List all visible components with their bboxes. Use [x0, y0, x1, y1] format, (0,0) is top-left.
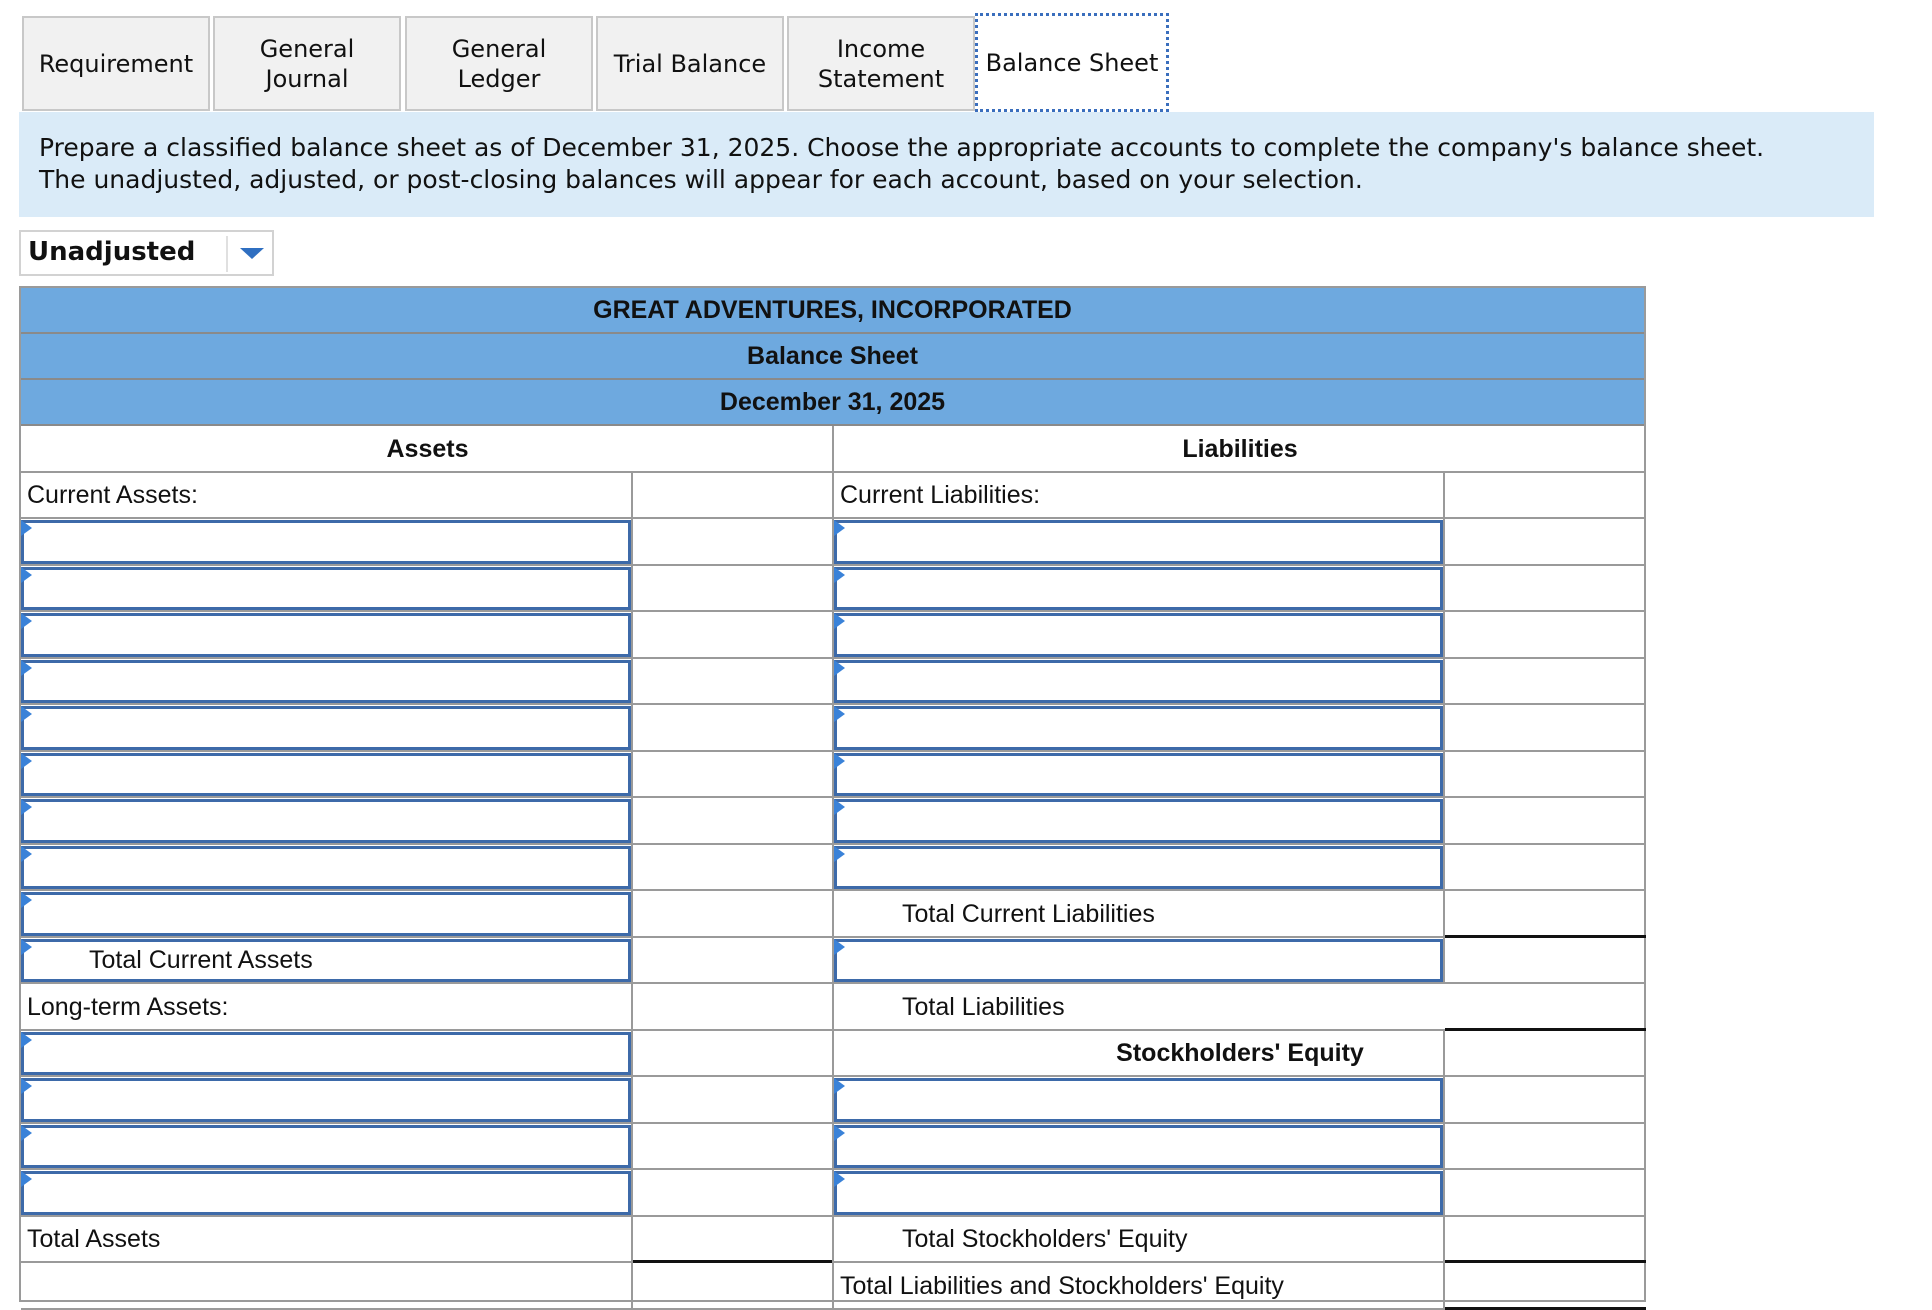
- total-assets-label: Total Assets: [27, 1225, 161, 1254]
- statement-date: December 31, 2025: [21, 380, 1644, 426]
- liability-account-input[interactable]: [834, 520, 1443, 564]
- tab-income-statement[interactable]: [787, 16, 975, 111]
- asset-amount-cell[interactable]: [633, 891, 832, 938]
- long-term-asset-amount[interactable]: [633, 1031, 832, 1078]
- asset-amount-cell[interactable]: [633, 752, 832, 799]
- equity-amount-cell[interactable]: [1445, 1170, 1646, 1217]
- long-term-asset-input[interactable]: [21, 1078, 631, 1122]
- total-assets-amount[interactable]: [633, 1217, 832, 1264]
- select-divider: [226, 236, 228, 272]
- asset-account-input[interactable]: [21, 613, 631, 657]
- liability-amount-cell[interactable]: [1445, 938, 1646, 985]
- long-term-asset-input[interactable]: [21, 1032, 631, 1076]
- asset-amount-cell[interactable]: [633, 566, 832, 613]
- liability-account-input[interactable]: [834, 706, 1443, 750]
- chevron-down-icon: [239, 232, 265, 274]
- total-liabilities-equity-amount[interactable]: [1445, 1263, 1646, 1310]
- liability-amount-cell[interactable]: [1445, 845, 1646, 892]
- equity-account-input[interactable]: [834, 1078, 1443, 1122]
- tab-label: Income Statement: [817, 34, 945, 93]
- total-liabilities-label: Total Liabilities: [902, 992, 1065, 1021]
- liability-account-input[interactable]: [834, 660, 1443, 704]
- asset-amount-cell[interactable]: [633, 938, 832, 985]
- asset-account-input[interactable]: [21, 892, 631, 936]
- tab-general-ledger[interactable]: [405, 16, 593, 111]
- stockholders-equity-header: Stockholders' Equity: [1116, 1039, 1364, 1068]
- long-term-asset-amount[interactable]: [633, 1170, 832, 1217]
- long-term-assets-label: Long-term Assets:: [27, 992, 229, 1021]
- asset-amount-cell[interactable]: [633, 845, 832, 892]
- amount-divider: [631, 984, 633, 1031]
- tab-label: General Ledger: [451, 34, 547, 93]
- total-stockholders-equity-label: Total Stockholders' Equity: [902, 1225, 1188, 1254]
- current-liabilities-label: Current Liabilities:: [840, 481, 1041, 510]
- total-liabilities-equity-label: Total Liabilities and Stockholders' Equity: [840, 1271, 1284, 1300]
- asset-account-input[interactable]: [21, 660, 631, 704]
- equity-account-input[interactable]: [834, 1171, 1443, 1215]
- assets-header: Assets: [386, 434, 469, 463]
- instructions-line-2: The unadjusted, adjusted, or post-closing balances will appear for each account, based on your selection.: [39, 165, 1363, 194]
- company-name: GREAT ADVENTURES, INCORPORATED: [21, 288, 1644, 334]
- amount-divider: [1443, 473, 1445, 520]
- liability-amount-cell[interactable]: [1445, 612, 1646, 659]
- asset-account-input[interactable]: [21, 520, 631, 564]
- amount-divider: [631, 1263, 633, 1310]
- tab-general-journal[interactable]: [213, 16, 401, 111]
- total-current-liabilities-label: Total Current Liabilities: [902, 899, 1155, 928]
- asset-amount-cell[interactable]: [633, 798, 832, 845]
- balance-type-value: Unadjusted: [28, 237, 196, 267]
- liabilities-header: Liabilities: [1182, 434, 1298, 463]
- amount-divider: [631, 473, 633, 520]
- liability-account-input[interactable]: [834, 753, 1443, 797]
- liability-account-input[interactable]: [834, 613, 1443, 657]
- total-current-assets-label: Total Current Assets: [89, 946, 313, 975]
- asset-amount-cell[interactable]: [633, 659, 832, 706]
- total-stockholders-equity-amount[interactable]: [1445, 1217, 1646, 1264]
- tab-label: Trial Balance: [613, 49, 767, 78]
- liability-amount-cell[interactable]: [1445, 566, 1646, 613]
- equity-account-input[interactable]: [834, 1125, 1443, 1169]
- balance-sheet-table: [19, 286, 1646, 1302]
- tab-balance-sheet[interactable]: [975, 13, 1169, 112]
- tab-label: Requirement: [38, 49, 194, 78]
- asset-account-input[interactable]: [21, 799, 631, 843]
- liability-amount-cell[interactable]: [1445, 705, 1646, 752]
- total-current-liabilities-amount[interactable]: [1445, 891, 1646, 938]
- long-term-asset-amount[interactable]: [633, 1124, 832, 1171]
- total-liabilities-amount[interactable]: [1445, 984, 1646, 1031]
- liability-amount-cell[interactable]: [1445, 798, 1646, 845]
- tab-trial-balance[interactable]: [596, 16, 784, 111]
- liability-account-input[interactable]: [834, 939, 1443, 983]
- statement-title: Balance Sheet: [21, 334, 1644, 380]
- asset-account-input[interactable]: [21, 706, 631, 750]
- liability-amount-cell[interactable]: [1445, 659, 1646, 706]
- current-assets-label: Current Assets:: [27, 481, 198, 510]
- liability-amount-cell[interactable]: [1445, 519, 1646, 566]
- asset-account-input[interactable]: [21, 567, 631, 611]
- instructions-panel: [19, 112, 1874, 217]
- tab-label: Balance Sheet: [985, 48, 1159, 77]
- liability-amount-cell[interactable]: [1445, 752, 1646, 799]
- asset-amount-cell[interactable]: [633, 612, 832, 659]
- equity-amount-cell[interactable]: [1445, 1077, 1646, 1124]
- liability-account-input[interactable]: [834, 846, 1443, 890]
- liability-account-input[interactable]: [834, 567, 1443, 611]
- asset-amount-cell[interactable]: [633, 519, 832, 566]
- asset-amount-cell[interactable]: [633, 705, 832, 752]
- long-term-asset-input[interactable]: [21, 1171, 631, 1215]
- long-term-asset-input[interactable]: [21, 1125, 631, 1169]
- instructions-line-1: Prepare a classified balance sheet as of December 31, 2025. Choose the appropriate accounts to complete the company's balance sheet.: [39, 133, 1765, 162]
- tab-label: General Journal: [259, 34, 355, 93]
- asset-account-input[interactable]: [21, 846, 631, 890]
- liability-account-input[interactable]: [834, 799, 1443, 843]
- balance-type-select[interactable]: [19, 230, 274, 276]
- long-term-asset-amount[interactable]: [633, 1077, 832, 1124]
- asset-account-input[interactable]: [21, 753, 631, 797]
- equity-amount-cell[interactable]: [1445, 1124, 1646, 1171]
- tab-requirement[interactable]: [22, 16, 210, 111]
